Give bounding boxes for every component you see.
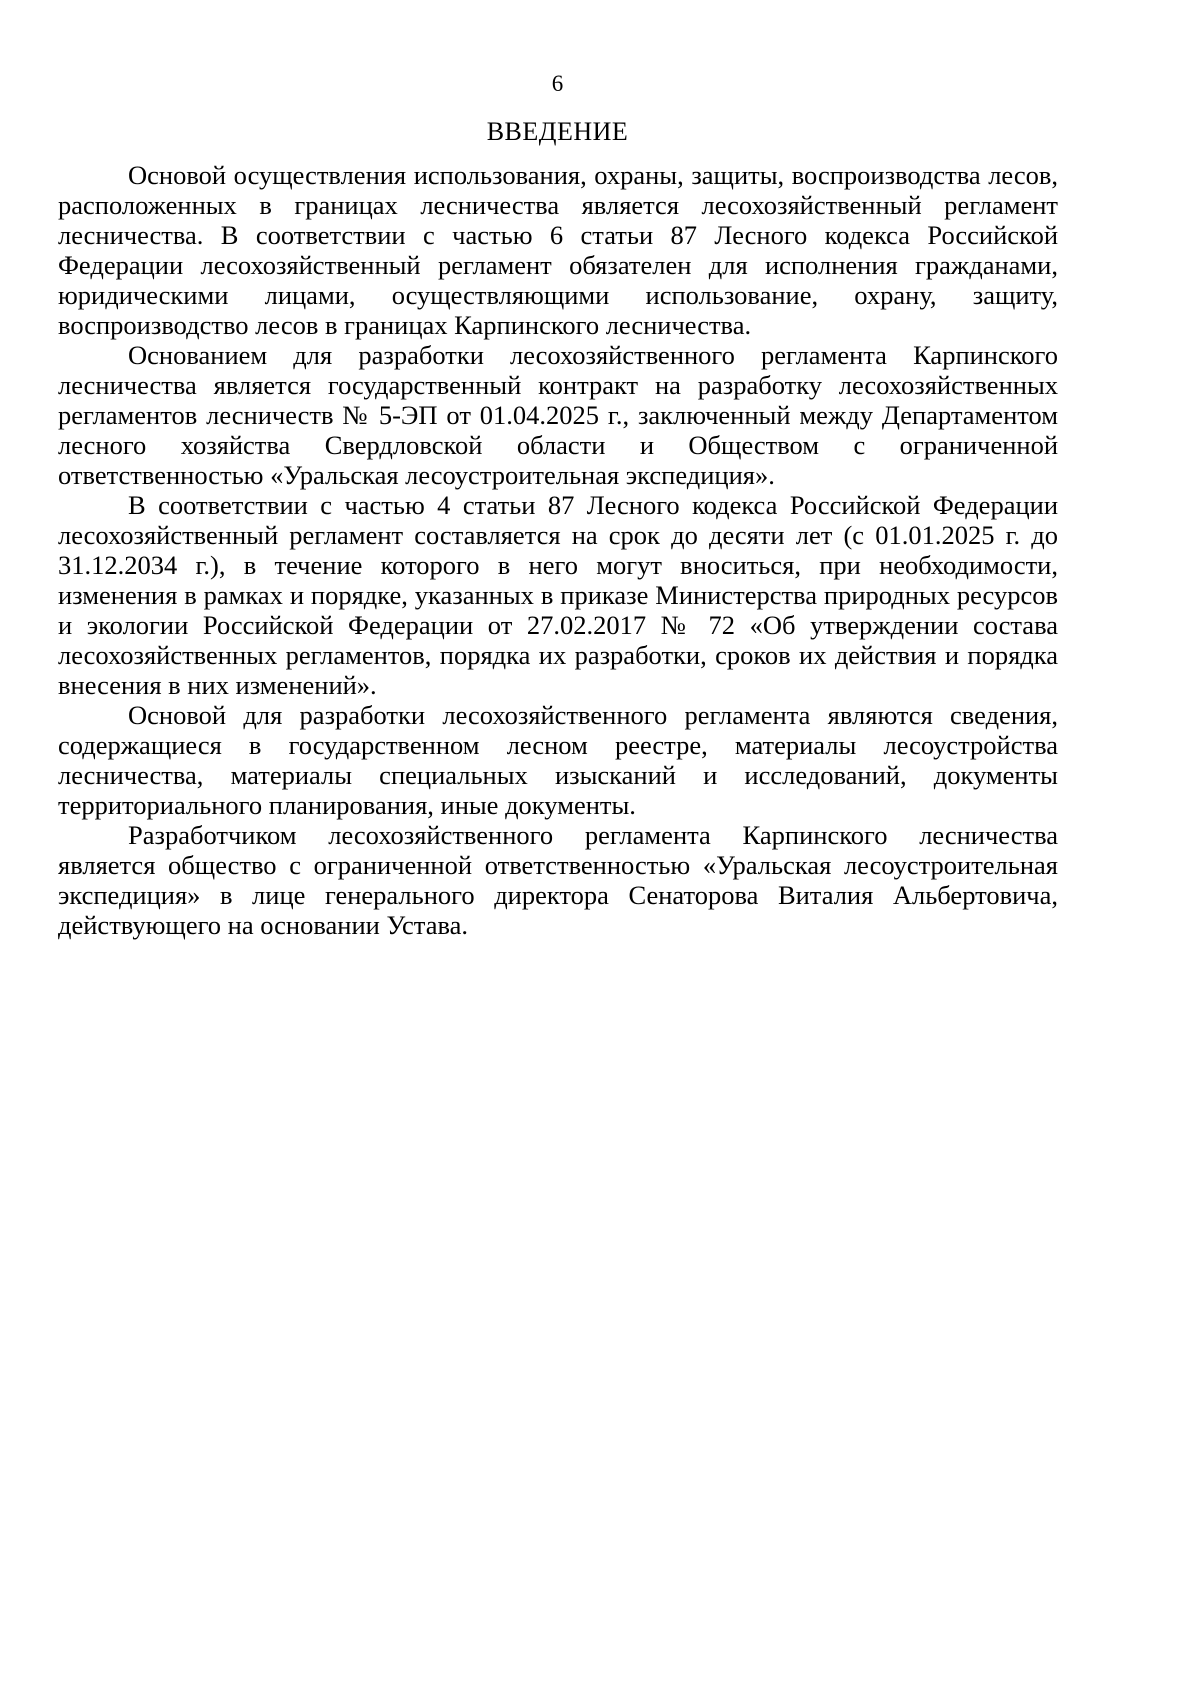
paragraph: Разработчиком лесохозяйственного регламента Карпинского лесничества является общество с ограниченной ответственностью «Уральская лесоустроительная экспедиция» в лице генерального директора Сенаторова Виталия Альбертовича, действующего на основании Устава. — [58, 820, 1058, 940]
page-number: 6 — [551, 71, 564, 96]
document-body — [58, 160, 1058, 940]
paragraph: Основанием для разработки лесохозяйственного регламента Карпинского лесничества является государственный контракт на разработку лесохозяйственных регламентов лесничеств № 5-ЭП от 01.04.2025 г., заключенный между Департаментом лесного хозяйства Свердловской области и Обществом с ограниченной ответственностью «Уральская лесоустроительная экспедиция». — [58, 340, 1058, 490]
paragraph: Основой для разработки лесохозяйственного регламента являются сведения, содержащиеся в государственном лесном реестре, материалы лесоустройства лесничества, материалы специальных изысканий и исследований, документы территориального планирования, иные документы. — [58, 700, 1058, 820]
paragraph: Основой осуществления использования, охраны, защиты, воспроизводства лесов, расположенных в границах лесничества является лесохозяйственный регламент лесничества. В соответствии с частью 6 статьи 87 Лесного кодекса Российской Федерации лесохозяйственный регламент обязателен для исполнения гражданами, юридическими лицами, осуществляющими использование, охрану, защиту, воспроизводство лесов в границах Карпинского лесничества. — [58, 160, 1058, 340]
paragraph: В соответствии с частью 4 статьи 87 Лесного кодекса Российской Федерации лесохозяйственный регламент составляется на срок до десяти лет (с 01.01.2025 г. до 31.12.2034 г.), в течение которого в него могут вноситься, при необходимости, изменения в рамках и порядке, указанных в приказе Министерства природных ресурсов и экологии Российской Федерации от 27.02.2017 № 72 «Об утверждении состава лесохозяйственных регламентов, порядка их разработки, сроков их действия и порядка внесения в них изменений». — [58, 490, 1058, 700]
section-heading: ВВЕДЕНИЕ — [486, 117, 629, 146]
